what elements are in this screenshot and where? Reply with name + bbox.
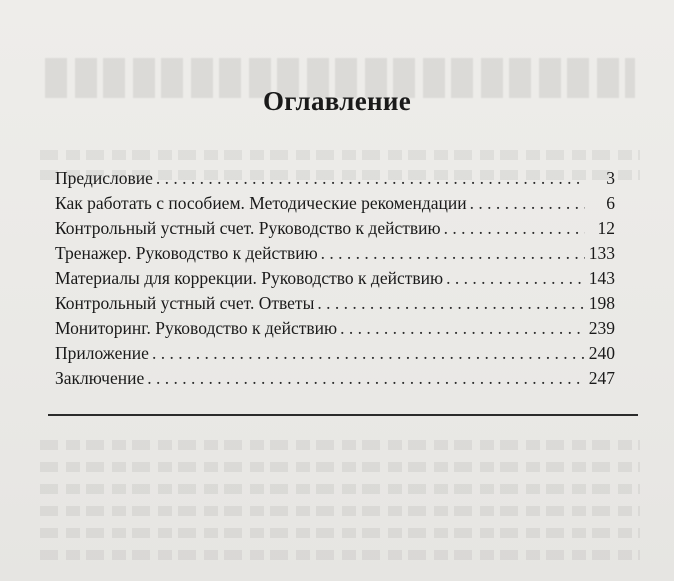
bleed-through-line xyxy=(40,484,640,494)
toc-entry-page: 247 xyxy=(588,368,615,388)
table-of-contents xyxy=(55,168,615,393)
toc-entry[interactable] xyxy=(55,343,615,368)
toc-entry-label: Материалы для коррекции. Руководство к действию xyxy=(55,268,444,288)
toc-entry[interactable] xyxy=(55,318,615,343)
toc-entry[interactable] xyxy=(55,243,615,268)
toc-entry[interactable] xyxy=(55,368,615,393)
bleed-through-line xyxy=(40,506,640,516)
toc-entry-label: Контрольный устный счет. Ответы xyxy=(55,293,315,313)
toc-entry-label: Приложение xyxy=(55,343,149,363)
toc-entry[interactable] xyxy=(55,168,615,193)
dot-leader xyxy=(444,218,585,239)
toc-entry[interactable] xyxy=(55,293,615,318)
toc-entry-page: 240 xyxy=(588,343,615,363)
dot-leader xyxy=(470,193,585,214)
toc-entry[interactable] xyxy=(55,218,615,243)
toc-entry[interactable] xyxy=(55,193,615,218)
toc-entry-label: Контрольный устный счет. Руководство к действию xyxy=(55,218,441,238)
bleed-through-line xyxy=(40,550,640,560)
dot-leader xyxy=(340,318,585,339)
toc-entry-page: 133 xyxy=(588,243,615,263)
toc-entry-label: Тренажер. Руководство к действию xyxy=(55,243,318,263)
toc-entry-page: 6 xyxy=(606,193,615,213)
dot-leader xyxy=(156,168,585,189)
toc-entry[interactable] xyxy=(55,268,615,293)
toc-entry-page: 198 xyxy=(588,293,615,313)
dot-leader xyxy=(446,268,585,289)
toc-entry-page: 239 xyxy=(588,318,615,338)
dot-leader xyxy=(321,243,585,264)
toc-entry-label: Заключение xyxy=(55,368,145,388)
dot-leader xyxy=(317,293,584,314)
dot-leader xyxy=(147,368,585,389)
toc-entry-label: Предисловие xyxy=(55,168,153,188)
bleed-through-line xyxy=(40,462,640,472)
page-title: Оглавление xyxy=(263,86,411,116)
toc-entry-page: 3 xyxy=(606,168,615,188)
toc-entry-page: 12 xyxy=(597,218,615,238)
toc-entry-label: Мониторинг. Руководство к действию xyxy=(55,318,338,338)
horizontal-divider xyxy=(48,414,638,416)
dot-leader xyxy=(152,343,585,364)
toc-entry-label: Как работать с пособием. Методические рекомендации xyxy=(55,193,467,213)
bleed-through-line xyxy=(40,440,640,450)
bleed-through-line xyxy=(40,150,640,160)
toc-entry-page: 143 xyxy=(588,268,615,288)
bleed-through-line xyxy=(40,528,640,538)
